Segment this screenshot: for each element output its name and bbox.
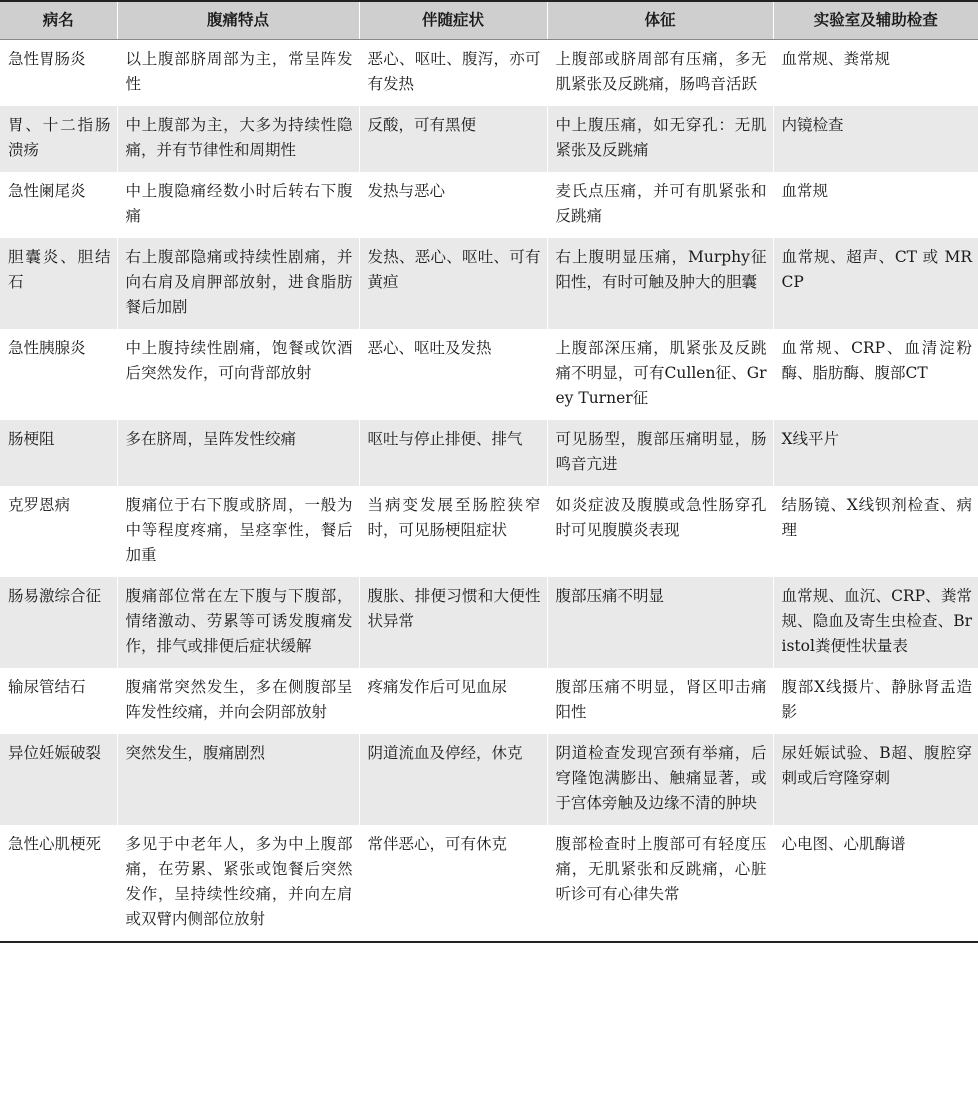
cell-physical-signs: 如炎症波及腹膜或急性肠穿孔时可见腹膜炎表现 [547,486,773,577]
cell-disease-name: 肠梗阻 [0,420,117,486]
cell-physical-signs: 可见肠型，腹部压痛明显，肠鸣音亢进 [547,420,773,486]
cell-pain-features: 中上腹部为主，大多为持续性隐痛，并有节律性和周期性 [117,106,359,172]
table-row [0,825,978,942]
table-row [0,486,978,577]
cell-physical-signs: 腹部检查时上腹部可有轻度压痛，无肌紧张和反跳痛，心脏听诊可有心律失常 [547,825,773,942]
cell-pain-features: 以上腹部脐周部为主，常呈阵发性 [117,40,359,107]
header-physical-signs: 体征 [547,1,773,40]
cell-lab-tests: 血常规 [773,172,978,238]
cell-physical-signs: 腹部压痛不明显，肾区叩击痛阳性 [547,668,773,734]
header-disease-name: 病名 [0,1,117,40]
cell-physical-signs: 上腹部或脐周部有压痛，多无肌紧张及反跳痛，肠鸣音活跃 [547,40,773,107]
cell-pain-features: 中上腹持续性剧痛，饱餐或饮酒后突然发作，可向背部放射 [117,329,359,420]
table-row [0,420,978,486]
cell-accompanying-symptoms: 呕吐与停止排便、排气 [359,420,547,486]
cell-physical-signs: 阴道检查发现宫颈有举痛，后穹隆饱满膨出、触痛显著，或于宫体旁触及边缘不清的肿块 [547,734,773,825]
cell-accompanying-symptoms: 疼痛发作后可见血尿 [359,668,547,734]
cell-pain-features: 突然发生，腹痛剧烈 [117,734,359,825]
cell-accompanying-symptoms: 常伴恶心，可有休克 [359,825,547,942]
cell-pain-features: 腹痛常突然发生，多在侧腹部呈阵发性绞痛，并向会阴部放射 [117,668,359,734]
cell-disease-name: 输尿管结石 [8,678,86,696]
cell-lab-tests: 血常规、超声、CT 或 MRCP [773,238,978,329]
table-row [0,106,978,172]
cell-physical-signs: 上腹部深压痛，肌紧张及反跳痛不明显，可有Cullen征、Grey Turner征 [547,329,773,420]
cell-pain-features: 多在脐周，呈阵发性绞痛 [117,420,359,486]
cell-disease-name: 肠易激综合征 [0,577,117,668]
table-header [0,1,978,40]
table-row [0,734,978,825]
cell-disease-name: 急性心肌梗死 [8,835,102,853]
header-row [0,1,978,40]
cell-pain-features: 腹痛位于右下腹或脐周，一般为中等程度疼痛，呈痉挛性，餐后加重 [117,486,359,577]
table-row [0,40,978,107]
table-body [0,40,978,943]
cell-lab-tests: 尿妊娠试验、B超、腹腔穿刺或后穹隆穿刺 [773,734,978,825]
cell-disease-name: 急性胰腺炎 [8,339,86,357]
cell-disease-name: 异位妊娠破裂 [0,734,117,825]
cell-physical-signs: 麦氏点压痛，并可有肌紧张和反跳痛 [547,172,773,238]
cell-lab-tests: 心电图、心肌酶谱 [773,825,978,942]
cell-lab-tests: 血常规、粪常规 [773,40,978,107]
cell-lab-tests: 内镜检查 [773,106,978,172]
table-row [0,172,978,238]
cell-pain-features: 腹痛部位常在左下腹与下腹部，情绪激动、劳累等可诱发腹痛发作，排气或排便后症状缓解 [117,577,359,668]
cell-lab-tests: 血常规、血沉、CRP、粪常规、隐血及寄生虫检查、Bristol粪便性状量表 [773,577,978,668]
cell-accompanying-symptoms: 反酸，可有黑便 [359,106,547,172]
cell-lab-tests: 血常规、CRP、血清淀粉酶、脂肪酶、腹部CT [773,329,978,420]
cell-pain-features: 右上腹部隐痛或持续性剧痛，并向右肩及肩胛部放射，进食脂肪餐后加剧 [117,238,359,329]
cell-pain-features: 多见于中老年人，多为中上腹部痛，在劳累、紧张或饱餐后突然发作，呈持续性绞痛，并向左肩或双臂内侧部位放射 [117,825,359,942]
header-accompanying-symptoms: 伴随症状 [359,1,547,40]
table-row [0,577,978,668]
cell-disease-name: 胆囊炎、胆结石 [0,238,117,329]
header-pain-features: 腹痛特点 [117,1,359,40]
cell-accompanying-symptoms: 发热、恶心、呕吐、可有黄疸 [359,238,547,329]
cell-lab-tests: 结肠镜、X线钡剂检查、病理 [773,486,978,577]
cell-accompanying-symptoms: 发热与恶心 [359,172,547,238]
cell-disease-name: 克罗恩病 [8,496,71,514]
table-row [0,668,978,734]
table-row [0,329,978,420]
cell-disease-name: 胃、十二指肠溃疡 [0,106,117,172]
cell-physical-signs: 中上腹压痛，如无穿孔：无肌紧张及反跳痛 [547,106,773,172]
cell-accompanying-symptoms: 恶心、呕吐、腹泻，亦可有发热 [359,40,547,107]
cell-lab-tests: X线平片 [773,420,978,486]
cell-physical-signs: 腹部压痛不明显 [547,577,773,668]
cell-lab-tests: 腹部X线摄片、静脉肾盂造影 [773,668,978,734]
cell-pain-features: 中上腹隐痛经数小时后转右下腹痛 [117,172,359,238]
table-row [0,238,978,329]
cell-accompanying-symptoms: 腹胀、排便习惯和大便性状异常 [359,577,547,668]
cell-physical-signs: 右上腹明显压痛，Murphy征阳性，有时可触及肿大的胆囊 [547,238,773,329]
cell-disease-name: 急性阑尾炎 [8,182,86,200]
cell-accompanying-symptoms: 恶心、呕吐及发热 [359,329,547,420]
cell-accompanying-symptoms: 阴道流血及停经，休克 [359,734,547,825]
header-lab-and-auxiliary-tests: 实验室及辅助检查 [773,1,978,40]
cell-accompanying-symptoms: 当病变发展至肠腔狭窄时，可见肠梗阻症状 [359,486,547,577]
cell-disease-name: 急性胃肠炎 [8,50,86,68]
